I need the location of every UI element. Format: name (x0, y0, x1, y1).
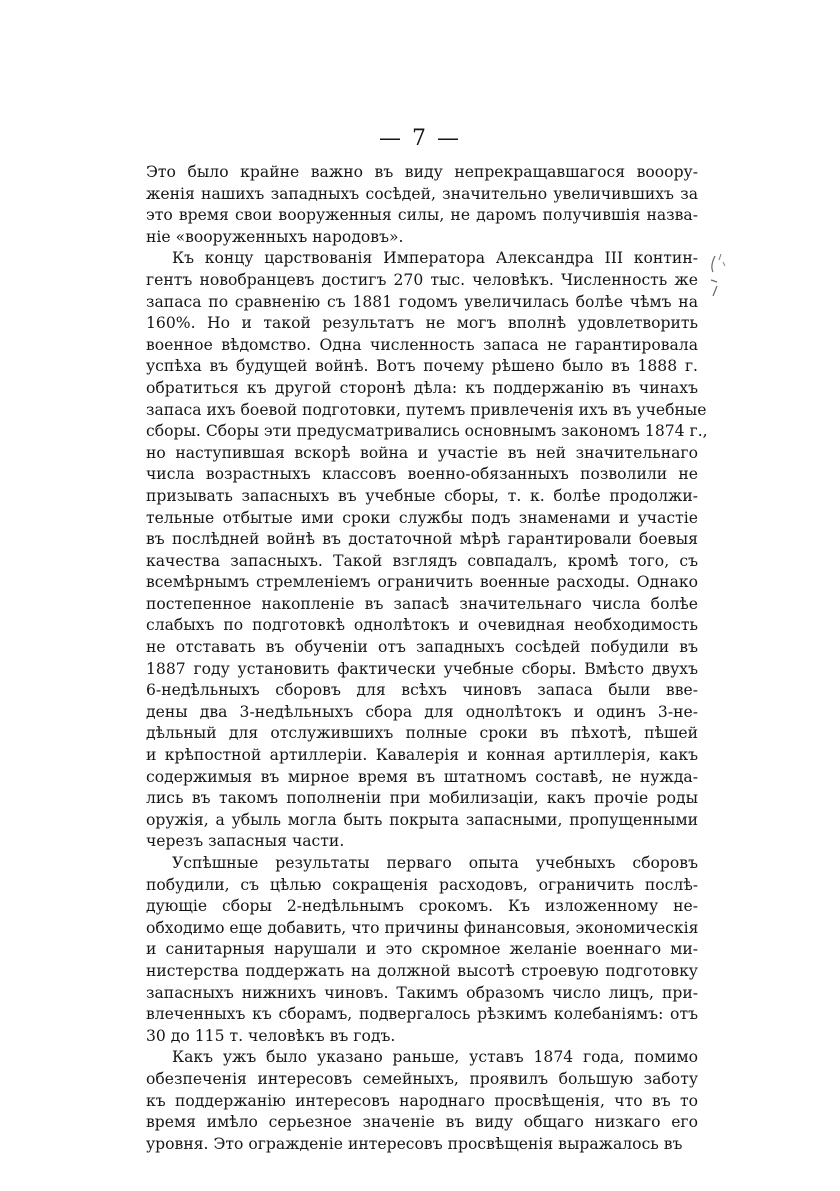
text-line: и санитарныя нарушали и это скромное желаніе военнаго ми- (146, 940, 698, 959)
text-line: военное вѣдомство. Одна численность запаса не гарантировала (146, 335, 698, 354)
text-line: обратиться къ другой сторонѣ дѣла: къ поддержанію въ чинахъ (146, 378, 698, 397)
paragraph (146, 248, 708, 853)
text-line: черезъ запасныя части. (146, 832, 345, 851)
text-line: успѣха въ будущей войнѣ. Вотъ почему рѣшено было въ 1888 г. (146, 357, 698, 376)
text-line: Успѣшные результаты перваго опыта учебныхъ сборовъ (172, 854, 698, 872)
text-line: не отставать въ обученіи отъ западныхъ сосѣдей побудили въ (146, 638, 698, 657)
body-text (146, 162, 708, 1155)
text-line: уровня. Это огражденіе интересовъ просвѣщенія выражалось въ (146, 1134, 683, 1153)
text-line: это время свои вооруженныя силы, не даромъ получившія назва- (146, 206, 698, 225)
paragraph (146, 853, 698, 1047)
text-line: запаса ихъ боевой подготовки, путемъ привлеченія ихъ въ учебные (146, 400, 707, 419)
text-line: обходимо еще добавить, что причины финансовыя, экономическія (146, 918, 699, 937)
text-line: въ послѣдней войнѣ въ достаточной мѣрѣ гарантировали боевыя (146, 530, 698, 549)
text-line: дены два 3-недѣльныхъ сбора для однолѣтокъ и одинъ 3-не- (146, 702, 698, 721)
text-line: сборы. Сборы эти предусматривались основнымъ закономъ 1874 г., (146, 422, 708, 441)
paragraph (146, 1047, 698, 1155)
text-line: всемѣрнымъ стремленіемъ ограничить военные расходы. Однако (146, 573, 698, 592)
text-line: влеченныхъ къ сборамъ, подвергалось рѣзкимъ колебаніямъ: отъ (146, 1005, 698, 1024)
text-line: числа возрастныхъ классовъ военно-обязанныхъ позволили не (146, 465, 698, 484)
text-line: и крѣпостной артиллеріи. Кавалерія и конная артиллерія, какъ (146, 746, 698, 765)
text-line: гентъ новобранцевъ достигъ 270 тыс. человѣкъ. Численность же (146, 270, 698, 289)
text-line: дѣльный для отслужившихъ полные сроки въ пѣхотѣ, пѣшей (146, 724, 698, 743)
text-line: къ поддержанію интересовъ народнаго просвѣщенія, что въ то (146, 1091, 698, 1110)
text-line: побудили, съ цѣлью сокращенія расходовъ, ограничить послѣ- (146, 875, 698, 894)
text-line: время имѣло серьезное значеніе въ виду общаго низкаго его (146, 1113, 698, 1132)
paragraph (146, 162, 698, 248)
text-line: дующіе сборы 2-недѣльнымъ срокомъ. Къ изложенному не- (146, 897, 698, 916)
text-line: женія нашихъ западныхъ сосѣдей, значительно увеличившихъ за (146, 184, 698, 203)
text-line: Къ концу царствованія Императора Александра III контин- (172, 249, 698, 268)
text-line: но наступившая вскорѣ война и участіе въ ней значительнаго (146, 443, 698, 462)
text-line: 6-недѣльныхъ сборовъ для всѣхъ чиновъ запаса были вве- (146, 681, 698, 700)
margin-pencil-mark (703, 252, 731, 302)
text-line: 30 до 115 т. человѣкъ въ годъ. (146, 1026, 396, 1045)
text-line: обезпеченія интересовъ семейныхъ, проявилъ большую заботу (146, 1069, 698, 1088)
text-line: запасныхъ нижнихъ чиновъ. Такимъ образомъ число лицъ, при- (146, 983, 698, 1002)
text-line: лись въ такомъ пополненіи при мобилизаціи, какъ прочіе роды (146, 789, 698, 808)
text-line: слабыхъ по подготовкѣ однолѣтокъ и очевидная необходимость (146, 616, 698, 635)
text-line: Это было крайне важно въ виду непрекращавшагося вооору- (146, 163, 698, 181)
text-line: содержимыя въ мирное время въ штатномъ составѣ, не нужда- (146, 767, 698, 786)
text-line: Какъ ужъ было указано раньше, уставъ 1874 года, помимо (172, 1048, 698, 1067)
text-line: ніе «вооруженныхъ народовъ». (146, 227, 404, 246)
text-line: 160%. Но и такой результатъ не могъ вполнѣ удовлетворить (146, 314, 698, 333)
text-line: качества запасныхъ. Такой взглядъ совпадалъ, кромѣ того, съ (146, 551, 698, 570)
text-line: оружія, а убыль могла быть покрыта запасными, пропущенными (146, 810, 698, 829)
page-number: — 7 — (379, 126, 461, 151)
text-line: тельные отбытые ими сроки службы подъ знаменами и участіе (146, 508, 698, 527)
text-line: постепенное накопленіе въ запасѣ значительнаго числа болѣе (146, 594, 698, 613)
text-line: призывать запасныхъ въ учебные сборы, т. к. болѣе продолжи- (146, 486, 698, 505)
text-line: нистерства поддержать на должной высотѣ строевую подготовку (146, 961, 698, 980)
text-line: запаса по сравненію съ 1881 годомъ увеличилась болѣе чѣмъ на (146, 292, 698, 311)
text-line: 1887 году установить фактически учебные сборы. Вмѣсто двухъ (146, 659, 698, 678)
